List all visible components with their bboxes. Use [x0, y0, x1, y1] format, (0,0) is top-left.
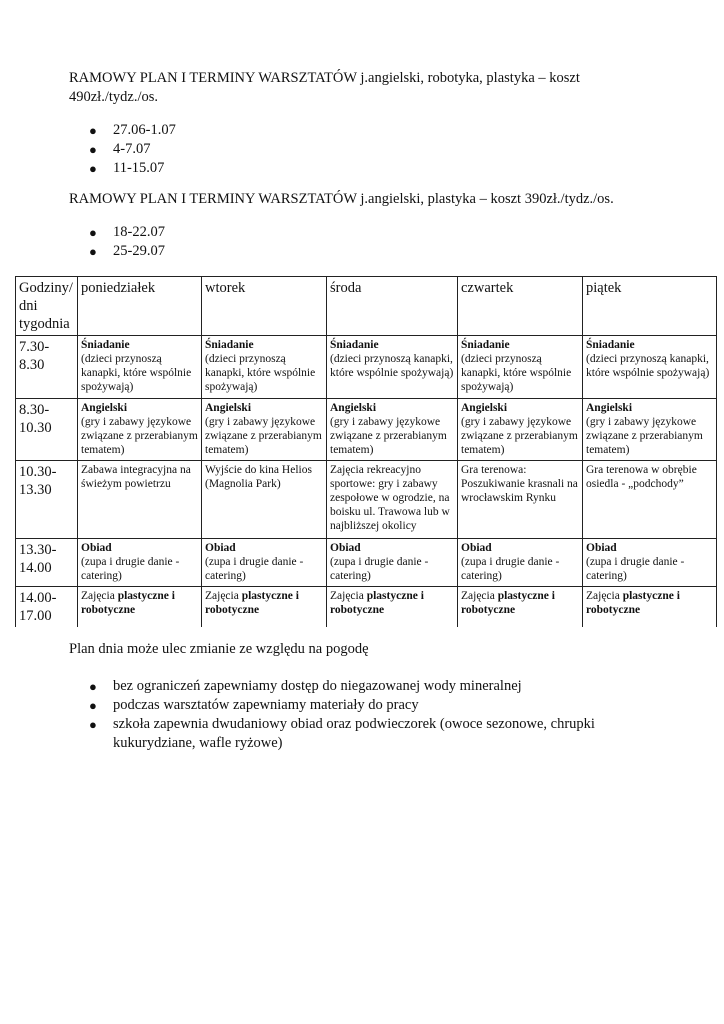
bullet-icon: ● — [89, 679, 97, 694]
schedule-cell: Obiad (zupa i drugie danie - catering) — [327, 539, 458, 587]
schedule-cell: Zajęcia plastyczne i robotyczne — [78, 587, 202, 628]
day-header: poniedziałek — [78, 277, 202, 336]
schedule-cell: Zajęcia plastyczne i robotyczne — [202, 587, 327, 628]
bullet-icon: ● — [89, 161, 97, 176]
schedule-cell: Zajęcia plastyczne i robotyczne — [458, 587, 583, 628]
schedule-cell: Obiad (zupa i drugie danie - catering) — [202, 539, 327, 587]
title-workshops-2: RAMOWY PLAN I TERMINY WARSZTATÓW j.angielski, plastyka – koszt 390zł./tydz./os. — [69, 191, 614, 207]
schedule-cell: Angielski (gry i zabawy językowe związane z przerabianym tematem) — [583, 399, 717, 461]
schedule-cell: Śniadanie (dzieci przynoszą kanapki, które wspólnie spożywają) — [327, 336, 458, 399]
dates-list-1 — [69, 121, 176, 178]
bullet-icon: ● — [89, 142, 97, 157]
schedule-cell: Obiad (zupa i drugie danie - catering) — [458, 539, 583, 587]
schedule-cell: Angielski (gry i zabawy językowe związane z przerabianym tematem) — [202, 399, 327, 461]
bullet-icon: ● — [89, 717, 97, 732]
list-item: ● bez ograniczeń zapewniamy dostęp do niegazowanej wody mineralnej — [89, 678, 522, 694]
schedule-cell: Zajęcia plastyczne i robotyczne — [327, 587, 458, 628]
schedule-cell: Gra terenowa w obrębie osiedla - „podchody” — [583, 461, 717, 539]
table-row — [16, 399, 717, 461]
list-item: ● 11-15.07 — [89, 160, 165, 176]
day-header: czwartek — [458, 277, 583, 336]
list-item: ● 4-7.07 — [89, 141, 151, 157]
info-list — [69, 677, 629, 753]
schedule-table — [15, 276, 717, 627]
schedule-cell: Śniadanie (dzieci przynoszą kanapki, które wspólnie spożywają) — [202, 336, 327, 399]
schedule-cell: Wyjście do kina Helios (Magnolia Park) — [202, 461, 327, 539]
day-header: środa — [327, 277, 458, 336]
schedule-cell: Zabawa integracyjna na świeżym powietrzu — [78, 461, 202, 539]
list-item: ● podczas warsztatów zapewniamy materiały do pracy — [89, 697, 419, 713]
schedule-cell: Zajęcia rekreacyjno sportowe: gry i zabawy zespołowe w ogrodzie, na boisku ul. Trawowa lub w najbliższej okolicy — [327, 461, 458, 539]
schedule-cell: Angielski (gry i zabawy językowe związane z przerabianym tematem) — [78, 399, 202, 461]
schedule-cell: Śniadanie (dzieci przynoszą kanapki, które wspólnie spożywają) — [78, 336, 202, 399]
dates-list-2 — [69, 223, 165, 261]
schedule-cell: Angielski (gry i zabawy językowe związane z przerabianym tematem) — [327, 399, 458, 461]
schedule-cell: Śniadanie (dzieci przynoszą kanapki, które wspólnie spożywają) — [583, 336, 717, 399]
schedule-cell: Zajęcia plastyczne i robotyczne — [583, 587, 717, 628]
list-item: ● 27.06-1.07 — [89, 122, 176, 138]
bullet-icon: ● — [89, 698, 97, 713]
schedule-cell: Obiad (zupa i drugie danie - catering) — [583, 539, 717, 587]
hours-cell: 14.00- 17.00 — [16, 587, 78, 628]
schedule-cell: Gra terenowa: Poszukiwanie krasnali na wrocławskim Rynku — [458, 461, 583, 539]
schedule-cell: Obiad (zupa i drugie danie - catering) — [78, 539, 202, 587]
table-row — [16, 461, 717, 539]
title-workshops-1: RAMOWY PLAN I TERMINY WARSZTATÓW j.angielski, robotyka, plastyka – koszt 490zł./tydz./os. — [69, 70, 580, 105]
hours-cell: 8.30- 10.30 — [16, 399, 78, 461]
schedule-cell: Angielski (gry i zabawy językowe związane z przerabianym tematem) — [458, 399, 583, 461]
corner-cell: Godziny/ dni tygodnia — [16, 277, 78, 336]
day-header: wtorek — [202, 277, 327, 336]
hours-cell: 10.30- 13.30 — [16, 461, 78, 539]
table-row — [16, 539, 717, 587]
schedule-cell: Śniadanie (dzieci przynoszą kanapki, które wspólnie spożywają) — [458, 336, 583, 399]
hours-cell: 13.30- 14.00 — [16, 539, 78, 587]
table-row — [16, 336, 717, 399]
list-item: ● 18-22.07 — [89, 224, 165, 240]
bullet-icon: ● — [89, 244, 97, 259]
bullet-icon: ● — [89, 123, 97, 138]
table-row — [16, 587, 717, 628]
hours-cell: 7.30- 8.30 — [16, 336, 78, 399]
bullet-icon: ● — [89, 225, 97, 240]
weather-note: Plan dnia może ulec zmianie ze względu na pogodę — [69, 641, 369, 657]
list-item: ● szkoła zapewnia dwudaniowy obiad oraz podwieczorek (owoce sezonowe, chrupki kukurydziane, wafle ryżowe) — [89, 716, 595, 751]
table-header-row — [16, 277, 717, 336]
day-header: piątek — [583, 277, 717, 336]
list-item: ● 25-29.07 — [89, 243, 165, 259]
